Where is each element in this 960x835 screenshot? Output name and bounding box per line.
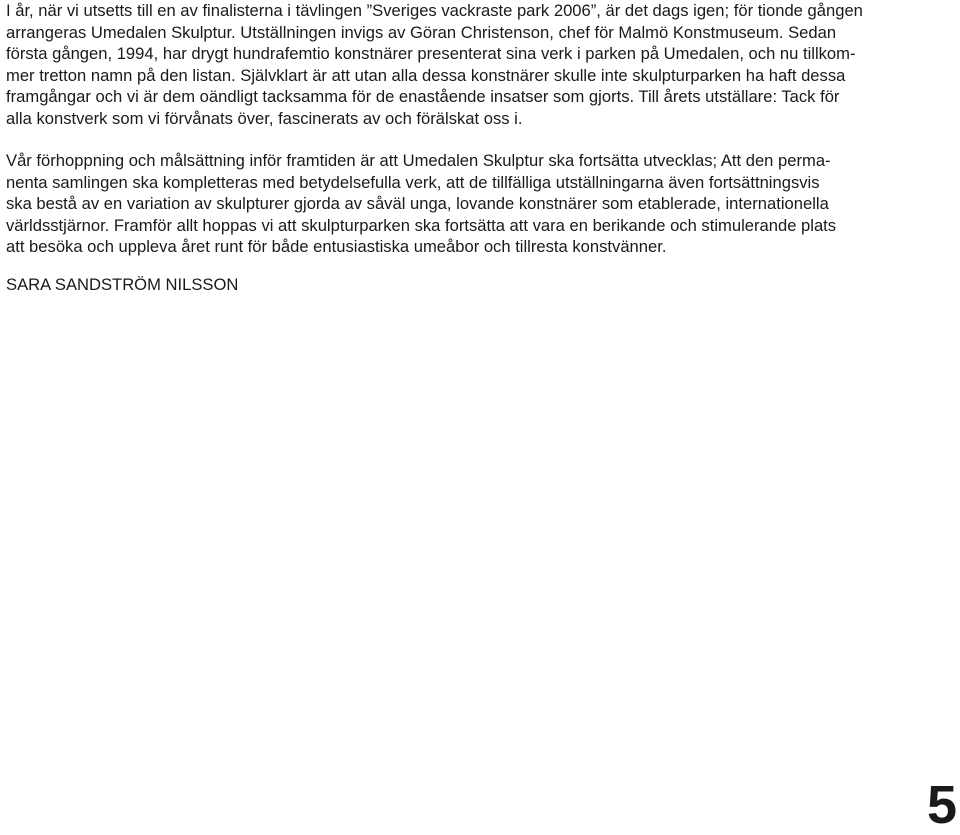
text-line: Vår förhoppning och målsättning inför framtiden är att Umedalen Skulptur ska fortsätta utvecklas; Att den perma- [6, 151, 831, 170]
text-line: nenta samlingen ska kompletteras med betydelsefulla verk, att de tillfälliga utställningarna även fortsättningsvis [6, 172, 820, 192]
text-line: mer tretton namn på den listan. Självklart är att utan alla dessa konstnärer skulle inte skulpturparken ha haft dessa [6, 65, 846, 85]
paragraph-future [6, 150, 836, 258]
paragraph-intro [6, 0, 863, 129]
page-number: 5 [926, 775, 957, 835]
text-line: ska bestå av en variation av skulpturer gjorda av såväl unga, lovande konstnärer som etablerade, internationella [6, 194, 829, 213]
text-line: världsstjärnor. Framför allt hoppas vi att skulpturparken ska fortsätta att vara en berikande och stimulerande plats [6, 215, 837, 235]
text-line: framgångar och vi är dem oändligt tacksamma för de enastående insatser som gjorts. Till årets utställare: Tack för [6, 87, 840, 106]
text-line: att besöka och uppleva året runt för både entusiastiska umeåbor och tillresta konstvänner. [6, 237, 667, 256]
text-line: första gången, 1994, har drygt hundrafemtio konstnärer presenterat sina verk i parken på Umedalen, och nu tillkom- [6, 44, 856, 63]
text-line: I år, när vi utsetts till en av finalisterna i tävlingen ”Sveriges vackraste park 2006”, är det dags igen; för tionde gången [6, 1, 863, 20]
text-line: alla konstverk som vi förvånats över, fascinerats av och förälskat oss i. [6, 108, 523, 128]
text-line: arrangeras Umedalen Skulptur. Utställningen invigs av Göran Christenson, chef för Malmö Konstmuseum. Sedan [6, 22, 837, 42]
author-signature: SARA SANDSTRÖM NILSSON [6, 275, 239, 294]
